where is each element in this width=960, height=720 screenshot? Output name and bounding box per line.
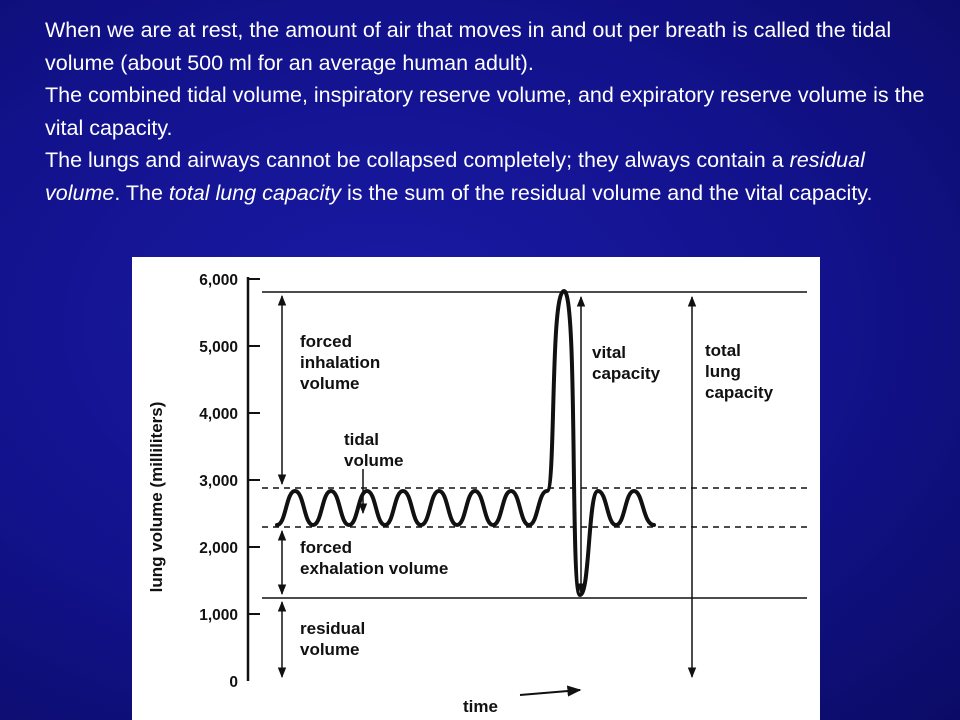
paragraph-residual-volume bbox=[45, 144, 945, 209]
paragraph-vital-capacity: The combined tidal volume, inspiratory reserve volume, and expiratory reserve volume is the vital capacity. bbox=[45, 83, 925, 140]
y-tick-label: 5,000 bbox=[199, 339, 238, 356]
label-line: volume bbox=[300, 640, 360, 659]
label-line: tidal bbox=[344, 430, 379, 449]
label-line: residual bbox=[300, 619, 366, 638]
total-lung-capacity-label bbox=[705, 341, 774, 402]
label-line: volume bbox=[300, 374, 360, 393]
y-tick-label: 3,000 bbox=[199, 473, 238, 490]
y-tick-label: 1,000 bbox=[199, 607, 238, 624]
text-run: . The bbox=[114, 180, 169, 205]
x-axis-label: time bbox=[463, 697, 498, 716]
label-line: forced bbox=[300, 538, 352, 557]
tidal-volume-label bbox=[344, 430, 404, 470]
forced-inhalation-label bbox=[300, 332, 385, 393]
y-tick-label: 0 bbox=[229, 674, 238, 691]
term-total-lung-capacity: total lung capacity bbox=[168, 180, 342, 205]
paragraph-tidal-volume: When we are at rest, the amount of air that moves in and out per breath is called the tidal volume (about 500 ml for an average human adult). bbox=[45, 18, 892, 75]
label-line: forced bbox=[300, 332, 352, 351]
label-line: capacity bbox=[592, 364, 661, 383]
text-run: The lungs and airways cannot be collapsed completely; they always contain a bbox=[45, 148, 790, 172]
label-line: inhalation bbox=[300, 353, 381, 372]
forced-exhalation-label bbox=[300, 538, 448, 578]
label-line: capacity bbox=[705, 383, 774, 402]
label-line: volume bbox=[344, 451, 404, 470]
residual-volume-label bbox=[300, 619, 370, 659]
vital-capacity-label bbox=[592, 343, 661, 383]
label-line: total bbox=[705, 341, 741, 360]
lung-volume-diagram bbox=[132, 257, 820, 720]
term-residual-volume: residual volume bbox=[45, 148, 865, 205]
label-line: exhalation volume bbox=[300, 559, 449, 578]
lung-volume-diagram-svg bbox=[132, 257, 820, 720]
y-axis-label: lung volume (milliliters) bbox=[147, 401, 166, 593]
time-arrow bbox=[520, 690, 580, 695]
text-run: is the sum of the residual volume and the vital capacity. bbox=[341, 180, 873, 205]
y-tick-label: 2,000 bbox=[199, 540, 238, 557]
label-line: lung bbox=[705, 362, 741, 381]
label-line: vital bbox=[592, 343, 627, 362]
slide-text bbox=[45, 14, 945, 209]
y-tick-label: 6,000 bbox=[199, 272, 238, 289]
y-tick-label: 4,000 bbox=[199, 406, 238, 423]
